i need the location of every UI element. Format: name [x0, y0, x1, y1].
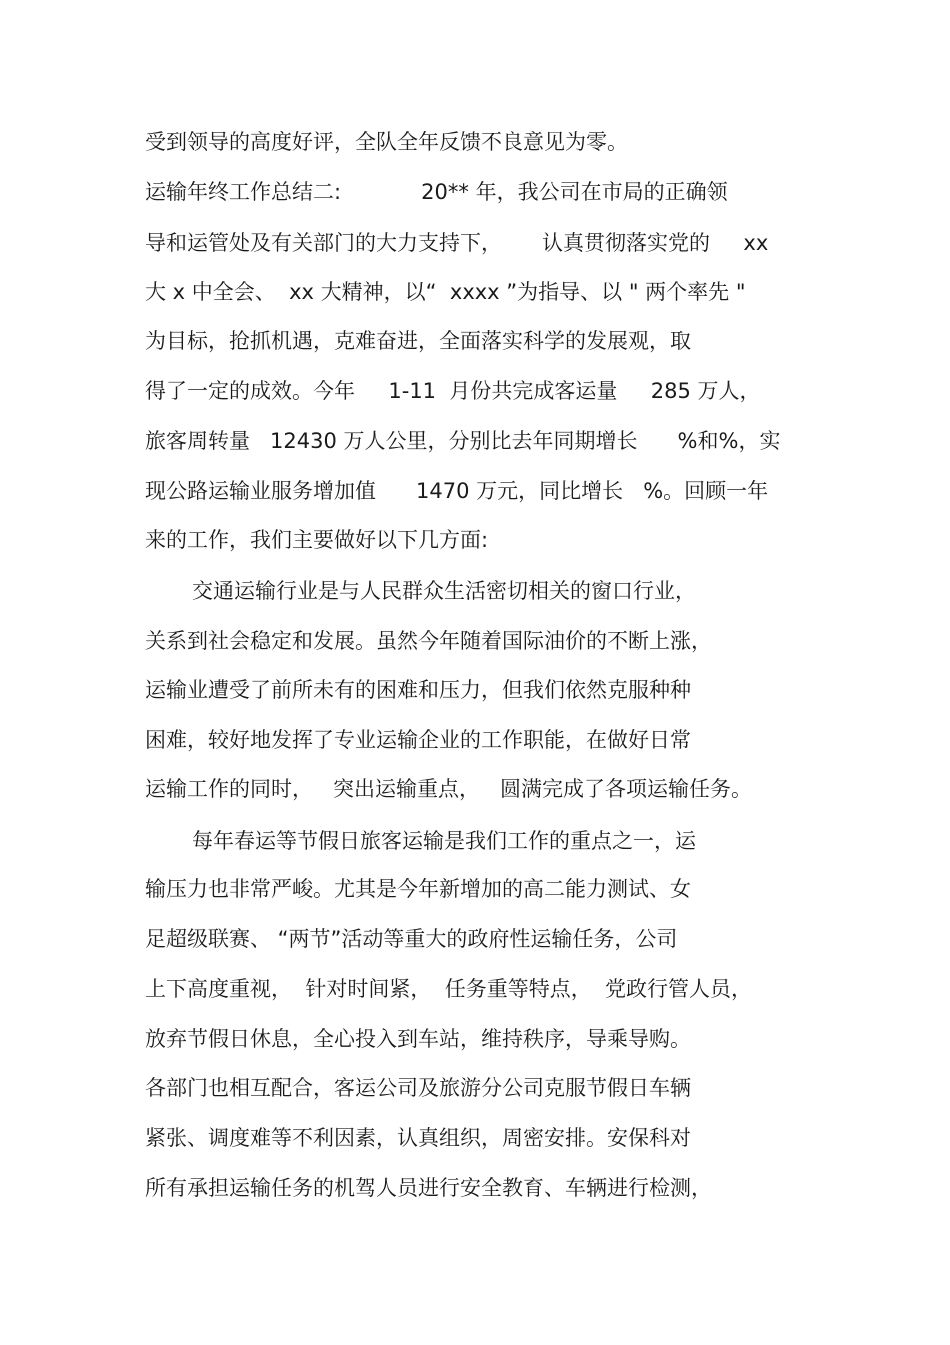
text-line: 上下高度重视， 针对时间紧， 任务重等特点， 党政行管人员， [145, 977, 753, 1001]
text-line: 受到领导的高度好评，全队全年反馈不良意见为零。 [145, 130, 628, 154]
text-line: 足超级联赛、 “两节”活动等重大的政府性运输任务，公司 [145, 927, 678, 951]
text-line: 导和运管处及有关部门的大力支持下， 认真贯彻落实党的 xx [145, 231, 769, 255]
text-line: 运输工作的同时， 突出运输重点， 圆满完成了各项运输任务。 [145, 777, 753, 801]
text-line: 现公路运输业服务增加值 1470 万元，同比增长 %。回顾一年 [145, 479, 769, 503]
text-line: 来的工作，我们主要做好以下几方面: [145, 528, 489, 552]
text-line: 大 x 中全会、 xx 大精神，以“ xxxx ”为指导、以 " 两个率先 " [145, 280, 746, 304]
paragraph-first-line: 每年春运等节假日旅客运输是我们工作的重点之一，运 [192, 829, 696, 853]
text-line: 困难，较好地发挥了专业运输企业的工作职能，在做好日常 [145, 728, 691, 752]
text-line: 得了一定的成效。今年 1-11 月份共完成客运量 285 万人， [145, 379, 761, 403]
paragraph-first-line: 交通运输行业是与人民群众生活密切相关的窗口行业， [192, 579, 696, 603]
text-line: 运输年终工作总结二: 20** 年，我公司在市局的正确领 [145, 180, 728, 204]
text-line: 紧张、调度难等不利因素，认真组织，周密安排。安保科对 [145, 1126, 691, 1150]
text-line: 关系到社会稳定和发展。虽然今年随着国际油价的不断上涨， [145, 629, 712, 653]
text-line: 运输业遭受了前所未有的困难和压力，但我们依然克服种种 [145, 678, 691, 702]
text-line: 放弃节假日休息，全心投入到车站，维持秩序，导乘导购。 [145, 1027, 691, 1051]
text-line: 输压力也非常严峻。尤其是今年新增加的高二能力测试、女 [145, 877, 691, 901]
text-line: 旅客周转量 12430 万人公里，分别比去年同期增长 %和%，实 [145, 429, 781, 453]
text-line: 所有承担运输任务的机驾人员进行安全教育、车辆进行检测， [145, 1176, 712, 1200]
text-line: 各部门也相互配合，客运公司及旅游分公司克服节假日车辆 [145, 1076, 691, 1100]
text-line: 为目标，抢抓机遇，克难奋进，全面落实科学的发展观，取 [145, 329, 691, 353]
